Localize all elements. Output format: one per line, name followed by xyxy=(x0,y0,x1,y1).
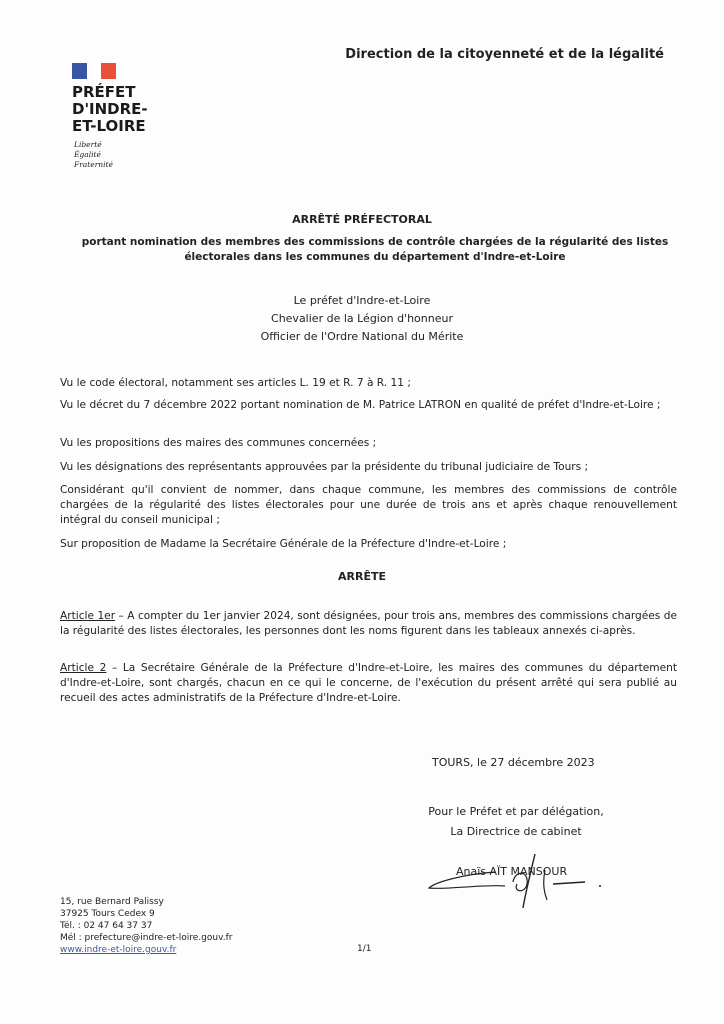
delegation-line: Pour le Préfet et par délégation, xyxy=(428,805,604,818)
article-label: Article 2 xyxy=(60,662,107,674)
considerant-1: Vu le code électoral, notamment ses articles L. 19 et R. 7 à R. 11 ; xyxy=(60,377,411,389)
document-subtitle xyxy=(70,235,680,265)
article-1 xyxy=(60,609,677,639)
prefecture-line: D'INDRE- xyxy=(72,100,148,118)
flag-blue xyxy=(72,63,87,79)
motto-line: Fraternité xyxy=(74,160,113,169)
subtitle-line: portant nomination des membres des commissions de contrôle chargées de la régularité des listes xyxy=(81,236,669,248)
republic-motto xyxy=(74,140,113,170)
place-date: TOURS, le 27 décembre 2023 xyxy=(432,756,595,769)
article-text: A compter du 1er janvier 2024, sont désignées, pour trois ans, membres des commissions chargées de la régularité des listes électorales, les personnes dont les noms figurent dans les tableaux annexés ci-après. xyxy=(60,610,677,637)
motto-line: Égalité xyxy=(74,150,101,159)
considerant-2: Vu le décret du 7 décembre 2022 portant nomination de M. Patrice LATRON en qualité de préfet d'Indre-et-Loire ; xyxy=(60,399,661,411)
address-line: 37925 Tours Cedex 9 xyxy=(60,909,155,919)
flag-red xyxy=(101,63,116,79)
direction-heading: Direction de la citoyenneté et de la légalité xyxy=(345,47,664,62)
signature-block xyxy=(428,802,604,842)
prefecture-name xyxy=(72,84,148,135)
motto-line: Liberté xyxy=(74,140,102,149)
address-line: 15, rue Bernard Palissy xyxy=(60,897,164,907)
arrete-heading: ARRÊTE xyxy=(338,570,386,583)
considerant-5: Considérant qu'il convient de nommer, dans chaque commune, les membres des commissions de contrôle chargées de la régularité des listes électorales pour une durée de trois ans et après chaque renouvellement intégral du conseil municipal ; xyxy=(60,484,677,526)
article-text: La Secrétaire Générale de la Préfecture d'Indre-et-Loire, les maires des communes du département d'Indre-et-Loire, sont chargés, chacun en ce qui le concerne, de l'exécution du présent arrêté qui sera publié au recueil des actes administratifs de la Préfecture d'Indre-et-Loire. xyxy=(60,662,677,704)
article-label: Article 1er xyxy=(60,610,116,622)
marianne-logo-flag xyxy=(72,63,116,79)
document-title: ARRÊTÉ PRÉFECTORAL xyxy=(292,213,432,226)
prefet-line: Chevalier de la Légion d'honneur xyxy=(271,312,453,325)
prefet-titles xyxy=(0,292,724,346)
flag-white xyxy=(87,63,101,79)
signer-role: La Directrice de cabinet xyxy=(450,825,582,838)
considerant-6: Sur proposition de Madame la Secrétaire Générale de la Préfecture d'Indre-et-Loire ; xyxy=(60,538,507,550)
website-link[interactable]: www.indre-et-loire.gouv.fr xyxy=(60,945,177,955)
prefecture-line: ET-LOIRE xyxy=(72,117,146,135)
handwritten-signature xyxy=(425,850,615,910)
footer-address xyxy=(60,896,232,956)
email-line: Mél : prefecture@indre-et-loire.gouv.fr xyxy=(60,933,233,943)
considerant-4: Vu les désignations des représentants approuvées par la présidente du tribunal judiciaire de Tours ; xyxy=(60,461,589,473)
subtitle-line: électorales dans les communes du département d'Indre-et-Loire xyxy=(184,251,566,263)
article-2 xyxy=(60,661,677,706)
article-sep: – xyxy=(115,610,128,622)
signer-name: Anaïs AÏT MANSOUR xyxy=(456,865,568,878)
prefet-line: Le préfet d'Indre-et-Loire xyxy=(293,294,431,307)
page-number: 1/1 xyxy=(357,944,372,954)
prefecture-line: PRÉFET xyxy=(72,83,136,101)
prefet-line: Officier de l'Ordre National du Mérite xyxy=(260,330,464,343)
considerant-3: Vu les propositions des maires des communes concernées ; xyxy=(60,437,377,449)
phone-line: Tél. : 02 47 64 37 37 xyxy=(60,921,153,931)
article-sep: – xyxy=(106,662,123,674)
